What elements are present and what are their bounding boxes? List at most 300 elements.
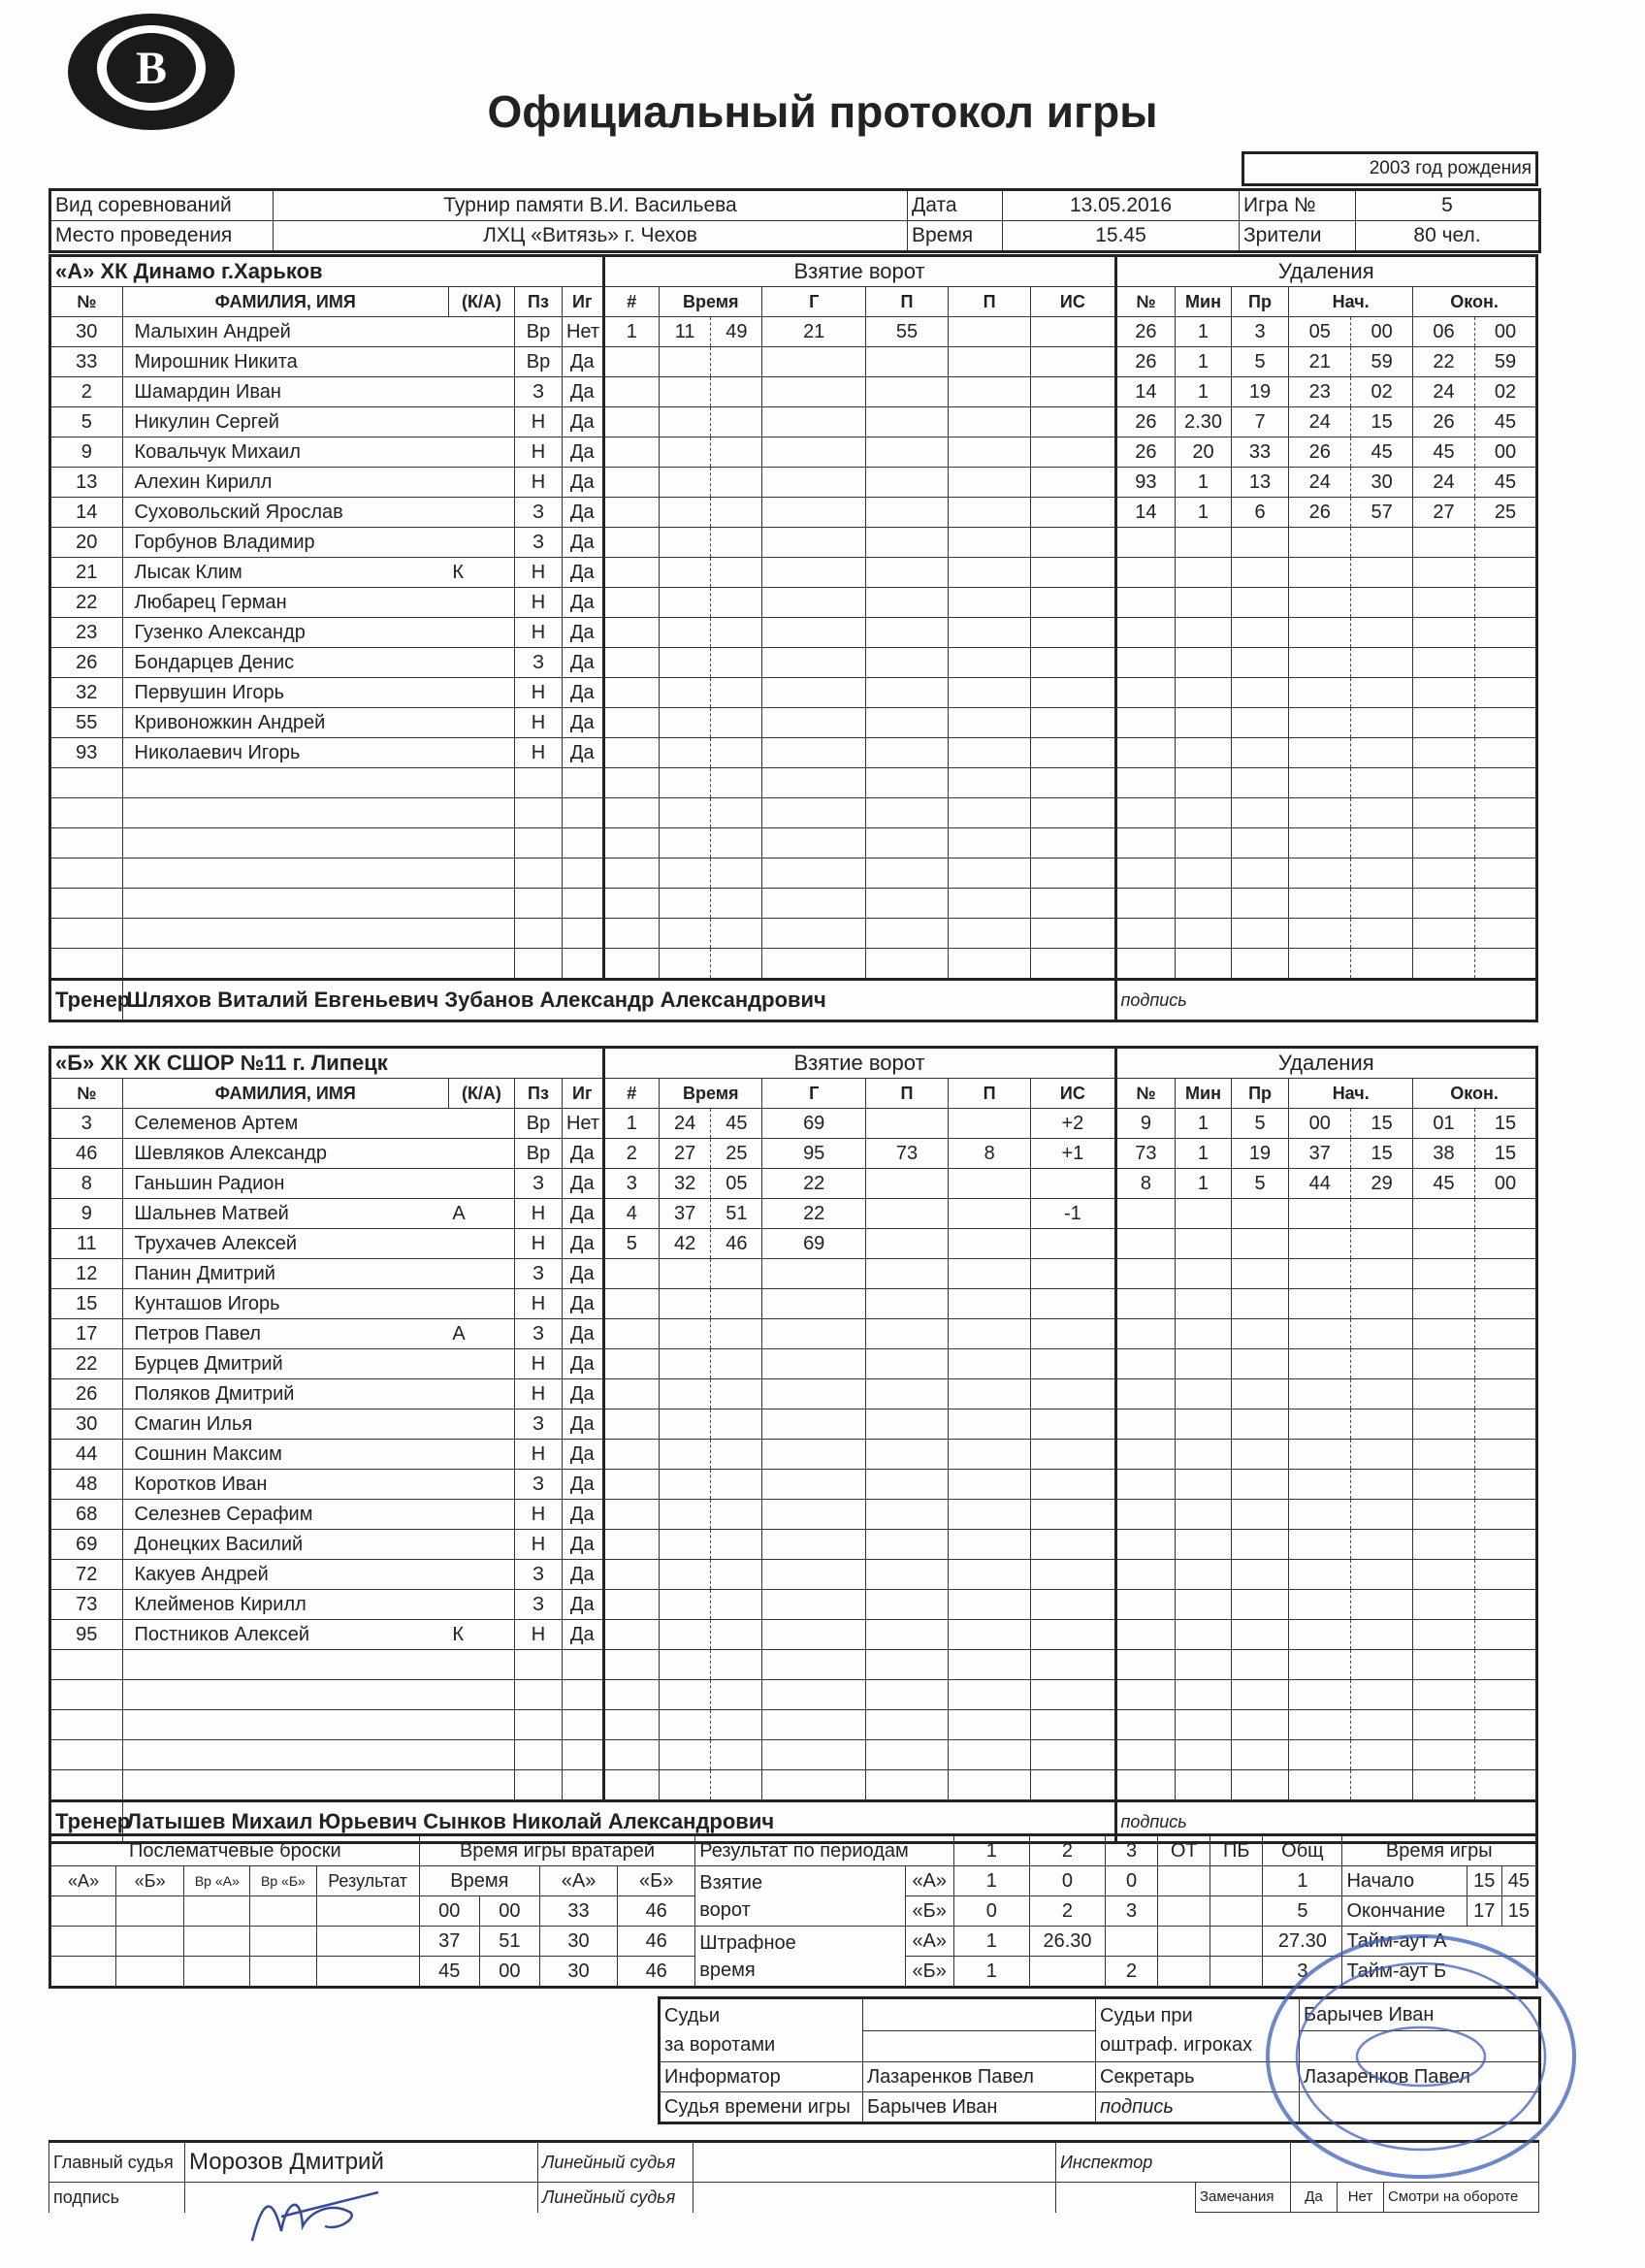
gk-col-time: Время (419, 1866, 539, 1896)
penalty-reason (1231, 798, 1289, 828)
col-num: № (50, 1079, 123, 1109)
penalty-end-sec (1474, 708, 1536, 738)
goal-assist-2 (949, 1530, 1031, 1560)
penalty-start-sec (1351, 859, 1413, 889)
table-row (50, 1109, 1537, 1139)
goals-label-1: Взятие (699, 1871, 763, 1894)
goal-sec: 25 (711, 1139, 762, 1169)
penalty-end-sec (1474, 1740, 1536, 1770)
player-ka (448, 949, 514, 980)
player-name: Алехин Кирилл (122, 468, 448, 498)
goal-sec: 05 (711, 1169, 762, 1199)
penalty-minutes (1176, 1199, 1231, 1229)
penalty-reason (1231, 1620, 1289, 1650)
goal-assist-1 (865, 919, 948, 949)
player-ka (448, 618, 514, 648)
player-ig: Да (562, 1319, 603, 1349)
goal-min (660, 798, 711, 828)
col-ka: (К/А) (448, 1079, 514, 1109)
goal-scorer (762, 1379, 865, 1409)
player-pz: Н (515, 1530, 563, 1560)
table-row (50, 347, 1537, 377)
player-ka (448, 1740, 514, 1770)
table-row (50, 1740, 1537, 1770)
goal-sec (711, 347, 762, 377)
player-number (50, 1680, 123, 1710)
goals-b-1: 0 (953, 1896, 1029, 1927)
player-number: 11 (50, 1229, 123, 1259)
goal-assist-2 (949, 768, 1031, 798)
penalty-start-min: 44 (1289, 1169, 1351, 1199)
penalty-end-min: 38 (1413, 1139, 1475, 1169)
player-ig (562, 1680, 603, 1710)
penalty-minutes (1176, 1650, 1231, 1680)
penalty-start-sec (1351, 798, 1413, 828)
col-pz: Пз (515, 1079, 563, 1109)
goal-number (603, 1409, 659, 1440)
penalty-end-min (1413, 889, 1475, 919)
penalty-minutes (1176, 618, 1231, 648)
penalty-start-min (1289, 1770, 1351, 1801)
penalty-reason: 19 (1231, 377, 1289, 407)
goal-scorer (762, 618, 865, 648)
penalty-reason: 13 (1231, 468, 1289, 498)
sign-label: подпись (1096, 2092, 1300, 2123)
penalty-end-sec (1474, 1379, 1536, 1409)
penalty-start-min (1289, 1740, 1351, 1770)
player-name (122, 919, 448, 949)
penalty-start-min: 23 (1289, 377, 1351, 407)
goal-min (660, 1319, 711, 1349)
goal-number (603, 1770, 659, 1801)
penalty-minutes (1176, 1770, 1231, 1801)
goal-situation (1031, 437, 1115, 468)
penalty-end-min (1413, 1409, 1475, 1440)
player-name: Какуев Андрей (122, 1560, 448, 1590)
penalty-player (1115, 949, 1176, 980)
player-name: Первушин Игорь (122, 678, 448, 708)
penalty-end-min: 06 (1413, 317, 1475, 347)
goal-situation (1031, 317, 1115, 347)
goal-number (603, 798, 659, 828)
goal-assist-1 (865, 708, 948, 738)
goal-sec (711, 889, 762, 919)
penalty-minutes (1176, 1590, 1231, 1620)
penalty-end-min: 45 (1413, 1169, 1475, 1199)
goal-min (660, 1620, 711, 1650)
comp-label: Вид соревнований (50, 190, 274, 221)
gk-row-2-s: 51 (479, 1927, 539, 1957)
penalty-end-min (1413, 1259, 1475, 1289)
goal-assist-2 (949, 1109, 1031, 1139)
col-p2: П (949, 287, 1031, 317)
penalty-end-sec: 45 (1474, 468, 1536, 498)
penalty-end-sec (1474, 1440, 1536, 1470)
penalty-reason (1231, 618, 1289, 648)
table-row (50, 618, 1537, 648)
goal-assist-1 (865, 347, 948, 377)
inspector-label: Инспектор (1056, 2142, 1291, 2183)
player-ig (562, 949, 603, 980)
penalty-start-sec (1351, 949, 1413, 980)
penalty-player (1115, 1229, 1176, 1259)
line-judge-label-2: Линейный судья (538, 2183, 693, 2213)
goal-number (603, 407, 659, 437)
goal-situation (1031, 859, 1115, 889)
player-ig: Да (562, 1620, 603, 1650)
penalty-end-min (1413, 1500, 1475, 1530)
penalty-player: 26 (1115, 407, 1176, 437)
table-row (50, 678, 1537, 708)
goal-assist-2 (949, 1680, 1031, 1710)
penalty-start-sec (1351, 708, 1413, 738)
penalty-player: 93 (1115, 468, 1176, 498)
goal-scorer (762, 1440, 865, 1470)
goal-situation (1031, 588, 1115, 618)
penalty-minutes (1176, 1680, 1231, 1710)
goal-scorer (762, 1319, 865, 1349)
goals-label (695, 1866, 905, 1927)
gk-row-3-m: 45 (419, 1957, 479, 1988)
penalty-end-sec (1474, 889, 1536, 919)
line-judge-label-1: Линейный судья (538, 2142, 693, 2183)
goal-min (660, 468, 711, 498)
table-row (50, 317, 1537, 347)
penalty-start-sec: 29 (1351, 1169, 1413, 1199)
goal-scorer (762, 407, 865, 437)
penalty-minutes (1176, 1470, 1231, 1500)
penalty-end-min (1413, 1440, 1475, 1470)
goal-min (660, 738, 711, 768)
player-pz: Н (515, 468, 563, 498)
goal-min (660, 859, 711, 889)
penalty-start-min: 24 (1289, 407, 1351, 437)
penalty-start-min (1289, 1470, 1351, 1500)
player-ig: Да (562, 1560, 603, 1590)
team-b-table (48, 1046, 1538, 1844)
penalty-minutes: 1 (1176, 1169, 1231, 1199)
penalty-player (1115, 1379, 1176, 1409)
penalty-player (1115, 1319, 1176, 1349)
table-row (50, 889, 1537, 919)
goal-min: 37 (660, 1199, 711, 1229)
goals-a-1: 1 (953, 1866, 1029, 1896)
goal-number: 1 (603, 317, 659, 347)
table-row (50, 1500, 1537, 1530)
goal-min (660, 828, 711, 859)
col-pen-num: № (1115, 1079, 1176, 1109)
penalty-start-min (1289, 889, 1351, 919)
goal-assist-1 (865, 437, 948, 468)
place-label: Место проведения (50, 221, 274, 252)
goal-assist-2 (949, 1440, 1031, 1470)
goal-scorer (762, 1289, 865, 1319)
goal-scorer (762, 648, 865, 678)
penalty-player (1115, 528, 1176, 558)
penalty-end-sec (1474, 1650, 1536, 1680)
goal-situation (1031, 708, 1115, 738)
table-row (50, 859, 1537, 889)
penalty-start-sec: 59 (1351, 347, 1413, 377)
player-ig: Да (562, 1229, 603, 1259)
player-ka (448, 859, 514, 889)
penalty-minutes (1176, 708, 1231, 738)
goal-sec (711, 708, 762, 738)
player-name: Клейменов Кирилл (122, 1590, 448, 1620)
player-ka (448, 1349, 514, 1379)
goal-sec (711, 1319, 762, 1349)
goal-min (660, 648, 711, 678)
penalty-end-min (1413, 859, 1475, 889)
table-row (50, 1199, 1537, 1229)
goal-scorer (762, 377, 865, 407)
penalty-player (1115, 1349, 1176, 1379)
period-ot: ОТ (1158, 1835, 1210, 1866)
penalty-player (1115, 1650, 1176, 1680)
player-name: Николаевич Игорь (122, 738, 448, 768)
table-row (50, 738, 1537, 768)
goal-assist-1: 73 (865, 1139, 948, 1169)
goal-assist-2 (949, 588, 1031, 618)
goal-scorer (762, 1710, 865, 1740)
goal-assist-2 (949, 1169, 1031, 1199)
player-pz: З (515, 648, 563, 678)
goal-sec (711, 558, 762, 588)
goal-assist-2 (949, 1349, 1031, 1379)
penalty-start-sec: 00 (1351, 317, 1413, 347)
player-name: Поляков Дмитрий (122, 1379, 448, 1409)
penalty-player: 73 (1115, 1139, 1176, 1169)
player-number: 55 (50, 708, 123, 738)
player-ka (448, 1650, 514, 1680)
player-ig (562, 828, 603, 859)
player-pz: Н (515, 618, 563, 648)
goal-assist-2 (949, 1560, 1031, 1590)
player-ig: Да (562, 528, 603, 558)
goal-sec (711, 1770, 762, 1801)
penalty-end-sec (1474, 798, 1536, 828)
goal-assist-2 (949, 1379, 1031, 1409)
penalty-end-sec (1474, 1560, 1536, 1590)
penalty-player: 9 (1115, 1109, 1176, 1139)
penalty-end-sec: 00 (1474, 1169, 1536, 1199)
goal-assist-2 (949, 949, 1031, 980)
penalty-reason: 19 (1231, 1139, 1289, 1169)
goal-min (660, 1680, 711, 1710)
goal-sec (711, 407, 762, 437)
penalty-start-min (1289, 1530, 1351, 1560)
goal-assist-1 (865, 377, 948, 407)
penalty-end-sec (1474, 1349, 1536, 1379)
goal-assist-1 (865, 558, 948, 588)
player-ka (448, 768, 514, 798)
player-ig: Да (562, 1440, 603, 1470)
player-name: Горбунов Владимир (122, 528, 448, 558)
penalty-minutes: 20 (1176, 437, 1231, 468)
goal-assist-2 (949, 558, 1031, 588)
penalty-player (1115, 1199, 1176, 1229)
goal-assist-2 (949, 1590, 1031, 1620)
goal-judges-2: за воротами (664, 2034, 776, 2056)
player-pz: З (515, 528, 563, 558)
penalty-minutes: 1 (1176, 317, 1231, 347)
goal-assist-2 (949, 1409, 1031, 1440)
penalty-minutes (1176, 798, 1231, 828)
penalty-minutes (1176, 1229, 1231, 1259)
goal-scorer (762, 1590, 865, 1620)
player-ig: Да (562, 468, 603, 498)
goal-min (660, 768, 711, 798)
goal-situation (1031, 919, 1115, 949)
goal-sec (711, 859, 762, 889)
penalty-reason (1231, 1470, 1289, 1500)
player-ka (448, 317, 514, 347)
pen-a-pb (1210, 1927, 1263, 1957)
player-ig: Да (562, 1530, 603, 1560)
goal-sec (711, 1530, 762, 1560)
goal-sec (711, 1620, 762, 1650)
table-row (50, 1440, 1537, 1470)
pen-b-3: 2 (1106, 1957, 1158, 1988)
goal-number (603, 1470, 659, 1500)
player-name: Шальнев Матвей (122, 1199, 448, 1229)
goal-assist-1 (865, 1229, 948, 1259)
penalty-minutes (1176, 1409, 1231, 1440)
goal-min (660, 1530, 711, 1560)
goal-min (660, 347, 711, 377)
gk-row-1-s: 00 (479, 1896, 539, 1927)
goal-sec (711, 1710, 762, 1740)
player-ig: Да (562, 558, 603, 588)
penalty-player (1115, 1470, 1176, 1500)
penalty-reason (1231, 678, 1289, 708)
goal-situation (1031, 1409, 1115, 1440)
result-title: Результат по периодам (695, 1835, 954, 1866)
goal-number (603, 1680, 659, 1710)
player-name: Ковальчук Михаил (122, 437, 448, 468)
penalty-start-sec (1351, 889, 1413, 919)
player-number: 2 (50, 377, 123, 407)
penalty-minutes (1176, 1440, 1231, 1470)
penalty-start-min (1289, 1710, 1351, 1740)
penalty-player (1115, 1560, 1176, 1590)
penalty-end-sec: 45 (1474, 407, 1536, 437)
goal-number (603, 1289, 659, 1319)
player-number: 20 (50, 528, 123, 558)
goal-scorer: 95 (762, 1139, 865, 1169)
player-name: Мирошник Никита (122, 347, 448, 377)
table-row (50, 437, 1537, 468)
penalty-reason (1231, 1259, 1289, 1289)
goal-assist-1 (865, 618, 948, 648)
pen-a-3 (1106, 1927, 1158, 1957)
goal-min (660, 1770, 711, 1801)
penalty-end-min (1413, 1590, 1475, 1620)
goal-scorer (762, 1770, 865, 1801)
player-ka (448, 1470, 514, 1500)
player-pz: З (515, 1169, 563, 1199)
goal-scorer (762, 1409, 865, 1440)
goal-assist-2 (949, 1470, 1031, 1500)
player-name: Донецких Василий (122, 1530, 448, 1560)
goal-number: 5 (603, 1229, 659, 1259)
goal-judges-1: Судьи (664, 2005, 721, 2026)
goal-scorer (762, 1349, 865, 1379)
goal-number (603, 1349, 659, 1379)
player-name (122, 1770, 448, 1801)
penalty-reason (1231, 1349, 1289, 1379)
penalty-end-min (1413, 1560, 1475, 1590)
goal-number (603, 1440, 659, 1470)
timeout-a: Тайм-аут А (1342, 1927, 1537, 1957)
penalty-player (1115, 558, 1176, 588)
player-pz (515, 1770, 563, 1801)
penalty-minutes: 2.30 (1176, 407, 1231, 437)
penalty-reason (1231, 1740, 1289, 1770)
player-pz (515, 949, 563, 980)
goal-situation: +1 (1031, 1139, 1115, 1169)
col-hash: # (603, 1079, 659, 1109)
goal-number (603, 528, 659, 558)
goal-assist-2 (949, 648, 1031, 678)
table-row (50, 1229, 1537, 1259)
gk-row-1-b: 46 (618, 1896, 695, 1927)
player-number (50, 919, 123, 949)
penalty-start-min (1289, 1379, 1351, 1409)
goal-assist-1 (865, 1470, 948, 1500)
penalty-reason (1231, 1199, 1289, 1229)
pen-b-total: 3 (1263, 1957, 1342, 1988)
player-number: 32 (50, 678, 123, 708)
goal-sec (711, 1590, 762, 1620)
player-ig: Да (562, 1590, 603, 1620)
penalty-end-sec (1474, 588, 1536, 618)
player-ig: Да (562, 678, 603, 708)
penalty-player (1115, 798, 1176, 828)
player-ka (448, 468, 514, 498)
player-number: 15 (50, 1289, 123, 1319)
penalty-start-sec: 15 (1351, 407, 1413, 437)
goal-sec (711, 678, 762, 708)
goal-situation (1031, 949, 1115, 980)
player-ka (448, 1440, 514, 1470)
table-row (50, 1169, 1537, 1199)
end-label: Окончание (1342, 1896, 1467, 1927)
goal-number (603, 949, 659, 980)
so-col-a: «А» (50, 1866, 116, 1896)
penalty-reason (1231, 1590, 1289, 1620)
player-ka (448, 528, 514, 558)
goals-header: Взятие ворот (603, 256, 1115, 287)
penalty-player (1115, 889, 1176, 919)
goal-sec (711, 828, 762, 859)
player-number: 68 (50, 1500, 123, 1530)
penalty-minutes (1176, 678, 1231, 708)
pen-b-1: 1 (953, 1957, 1029, 1988)
penalty-start-sec (1351, 768, 1413, 798)
player-number: 21 (50, 558, 123, 588)
player-pz: Н (515, 1289, 563, 1319)
col-p2: П (949, 1079, 1031, 1109)
player-name: Петров Павел (122, 1319, 448, 1349)
penalty-minutes (1176, 648, 1231, 678)
table-row (50, 468, 1537, 498)
period-total: Общ (1263, 1835, 1342, 1866)
penalty-start-sec (1351, 1259, 1413, 1289)
goal-assist-2 (949, 407, 1031, 437)
player-number: 13 (50, 468, 123, 498)
player-number: 17 (50, 1319, 123, 1349)
